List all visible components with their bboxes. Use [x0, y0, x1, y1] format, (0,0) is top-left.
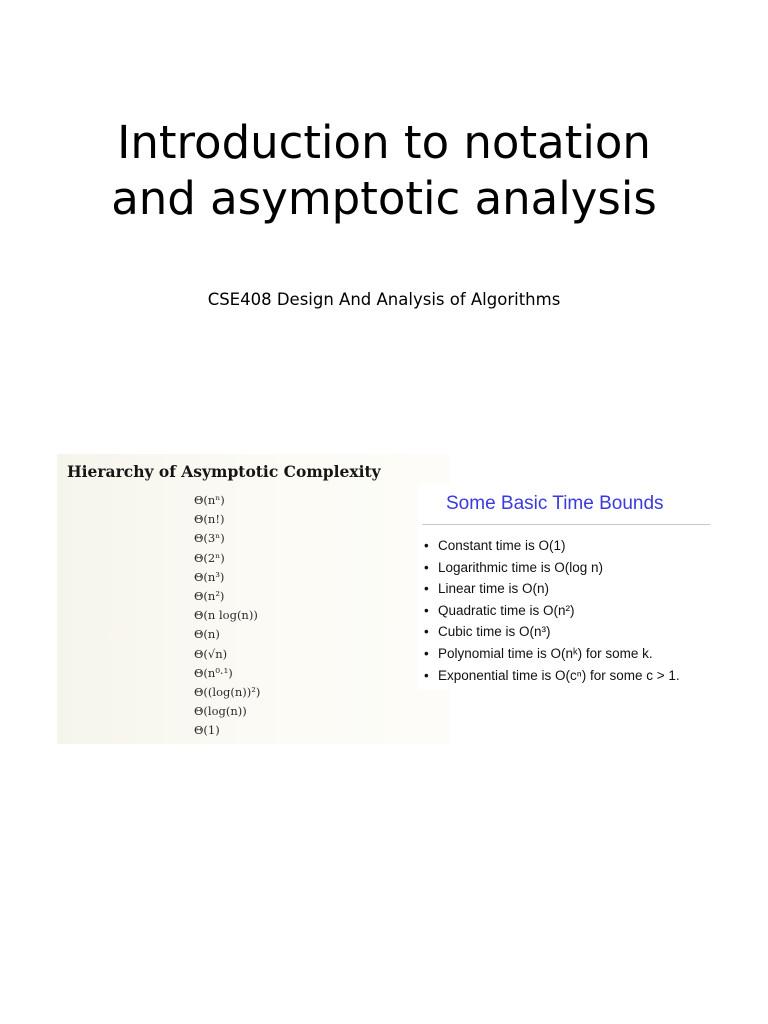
time-bound-item — [424, 578, 680, 600]
time-bound-item — [424, 600, 680, 622]
hierarchy-item: Θ(n!) — [194, 512, 225, 527]
bullet-icon: • — [424, 602, 429, 618]
hierarchy-item: Θ(2ⁿ) — [194, 550, 225, 565]
time-bound-text: Cubic time is O(n³) — [438, 624, 551, 640]
bullet-icon: • — [424, 667, 429, 683]
hierarchy-item: Θ(1) — [194, 723, 220, 738]
hierarchy-heading: Hierarchy of Asymptotic Complexity — [67, 462, 381, 481]
page-title-line-1: Introduction to notation — [117, 116, 651, 169]
hierarchy-item: Θ(n⁰·¹) — [194, 665, 233, 680]
bullet-icon: • — [424, 559, 429, 575]
hierarchy-item: Θ(n²) — [194, 588, 225, 603]
time-bound-item — [424, 643, 680, 665]
bullet-icon: • — [424, 581, 429, 597]
time-bound-item — [424, 557, 680, 579]
bullet-icon: • — [424, 538, 429, 553]
time-bound-text: Polynomial time is O(nᵏ) for some k. — [438, 645, 653, 661]
hierarchy-item: Θ(n³) — [194, 569, 225, 584]
time-bounds-heading: Some Basic Time Bounds — [446, 493, 664, 514]
hierarchy-item: Θ(nⁿ) — [194, 493, 225, 507]
time-bound-text: Exponential time is O(cⁿ) for some c > 1. — [438, 667, 680, 683]
time-bounds-list — [424, 535, 680, 686]
time-bounds-figure — [418, 484, 712, 690]
time-bound-text: Linear time is O(n) — [438, 581, 550, 597]
time-bound-text: Quadratic time is O(n²) — [438, 602, 575, 618]
bullet-icon: • — [424, 645, 429, 661]
page-title — [0, 115, 768, 227]
page-title-line-2: and asymptotic analysis — [111, 172, 657, 225]
time-bound-item — [424, 621, 680, 643]
hierarchy-item: Θ(n) — [194, 627, 220, 642]
hierarchy-item: Θ(log(n)) — [194, 704, 247, 719]
course-subtitle: CSE408 Design And Analysis of Algorithms — [207, 290, 561, 309]
time-bound-text: Logarithmic time is O(log n) — [438, 559, 604, 575]
hierarchy-list — [194, 491, 260, 740]
heading-divider — [422, 524, 710, 525]
hierarchy-figure — [57, 454, 450, 744]
hierarchy-item: Θ(3ⁿ) — [194, 531, 225, 546]
hierarchy-item: Θ(√n) — [194, 646, 228, 661]
time-bound-item — [424, 535, 680, 557]
time-bound-item — [424, 665, 680, 687]
bullet-icon: • — [424, 624, 429, 640]
hierarchy-item: Θ(n log(n)) — [194, 608, 258, 623]
hierarchy-item: Θ((log(n))²) — [194, 684, 261, 699]
time-bound-text: Constant time is O(1) — [438, 538, 566, 553]
